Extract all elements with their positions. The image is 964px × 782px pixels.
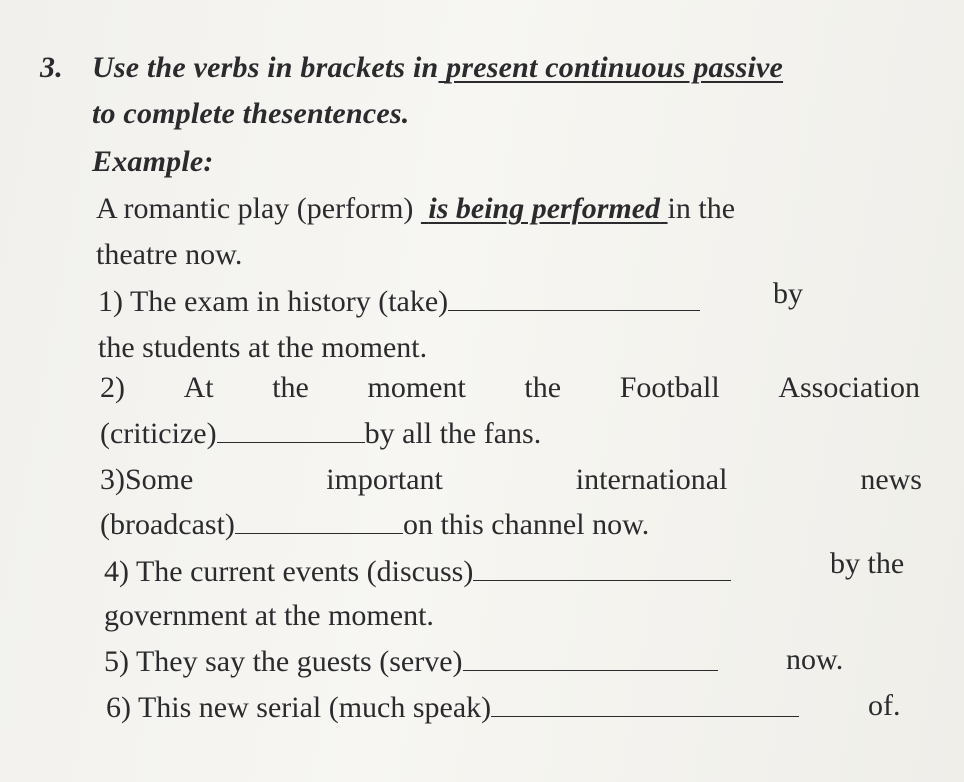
item-2-line2 bbox=[100, 414, 541, 454]
instruction-text: Use the verbs in brackets in bbox=[92, 51, 439, 84]
item-1 bbox=[98, 282, 700, 322]
item-4-blank[interactable] bbox=[473, 556, 731, 581]
item-3-verb: (broadcast) bbox=[100, 508, 235, 541]
item-2-word: moment bbox=[367, 371, 466, 404]
example-answer: is being performed bbox=[428, 192, 661, 225]
item-1-blank[interactable] bbox=[448, 286, 700, 311]
example-text-after: in the bbox=[667, 192, 736, 225]
item-1-line2: the students at the moment. bbox=[98, 331, 428, 364]
item-6-text-after: of. bbox=[868, 689, 901, 722]
item-1-text-after: by bbox=[773, 277, 803, 310]
item-3-word: news bbox=[860, 463, 922, 496]
item-5-text-after: now. bbox=[786, 643, 844, 676]
item-2-blank[interactable] bbox=[217, 418, 365, 443]
item-2-word: the bbox=[272, 371, 309, 404]
item-3-word: 3)Some bbox=[100, 463, 194, 496]
item-1-text: 1) The exam in history (take) bbox=[98, 285, 449, 318]
instruction-underlined: present continuous passive bbox=[446, 51, 784, 84]
example-line2: theatre now. bbox=[96, 238, 243, 271]
item-3-text-after: on this channel now. bbox=[402, 508, 650, 541]
item-2-word: the bbox=[524, 371, 562, 404]
item-4-line2: government at the moment. bbox=[104, 599, 434, 632]
item-4-text-after: by the bbox=[830, 547, 905, 580]
instruction-line2: to complete thesentences. bbox=[92, 97, 410, 130]
item-2-line1 bbox=[100, 368, 920, 408]
item-3-line2 bbox=[100, 505, 649, 545]
item-4-text: 4) The current events (discuss) bbox=[104, 555, 474, 588]
item-3-word: international bbox=[575, 463, 728, 496]
example-sentence bbox=[96, 189, 735, 229]
item-3-blank[interactable] bbox=[235, 509, 403, 534]
item-2-text-after: by all the fans. bbox=[364, 417, 542, 450]
item-5-text: 5) They say the guests (serve) bbox=[104, 645, 463, 678]
task-number: 3. bbox=[40, 51, 63, 84]
item-2-word: Association bbox=[778, 371, 920, 404]
item-4 bbox=[104, 552, 731, 592]
item-3-line1 bbox=[100, 460, 922, 500]
item-6-text: 6) This new serial (much speak) bbox=[106, 691, 492, 724]
item-6 bbox=[106, 688, 799, 728]
item-6-blank[interactable] bbox=[491, 692, 799, 717]
item-2-word: At bbox=[183, 371, 214, 404]
example-label: Example: bbox=[92, 145, 214, 178]
item-5-blank[interactable] bbox=[463, 646, 718, 671]
item-2-word: Football bbox=[619, 371, 720, 404]
item-5 bbox=[104, 642, 718, 682]
item-2-verb: (criticize) bbox=[100, 417, 217, 450]
example-text: A romantic play (perform) bbox=[96, 192, 414, 225]
item-2-word: 2) bbox=[100, 371, 125, 404]
item-3-word: important bbox=[326, 463, 443, 496]
task-instruction bbox=[92, 48, 783, 88]
